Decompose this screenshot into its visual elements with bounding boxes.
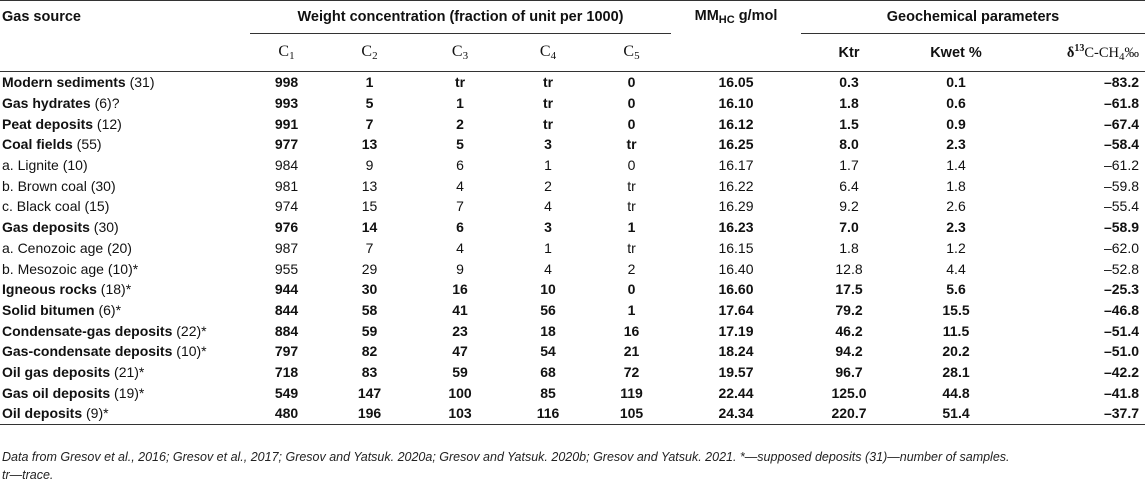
cell-c5: 1 [627, 301, 636, 318]
cell-c2: 13 [361, 177, 378, 194]
header-c5: $C_5$ [592, 34, 671, 72]
mm-suffix: g/mol [734, 8, 778, 25]
cell-mm: 16.15 [718, 239, 754, 256]
source-name: Gas oil deposits [2, 384, 111, 401]
cell-gas-source [0, 362, 250, 383]
source-name: Igneous rocks [2, 281, 97, 298]
cell-mm: 16.05 [718, 74, 754, 91]
cell-c3: 59 [452, 363, 468, 380]
table-row [0, 238, 1145, 259]
table-row [0, 113, 1145, 134]
source-name: b. Mesozoic age (10)* [2, 260, 139, 277]
cell-mm: 16.40 [718, 260, 754, 277]
source-name: c. Black coal (15) [2, 198, 110, 215]
cell-c2: 82 [361, 343, 378, 360]
cell-gas-source [0, 196, 250, 217]
table-row [0, 403, 1145, 424]
cell-kwet: 0.6 [946, 95, 966, 112]
source-name: a. Lignite (10) [2, 157, 88, 174]
cell-gas-source [0, 279, 250, 300]
mm-prefix: MM [694, 8, 719, 25]
cell-ktr: 8.0 [839, 136, 859, 153]
source-sample-count: (55) [72, 136, 102, 153]
cell-c4: 116 [504, 403, 592, 424]
cell-mm: 17.19 [718, 322, 754, 339]
header-kwet: Kwet % [897, 34, 1015, 72]
cell-c3: 5 [456, 136, 464, 153]
cell-ktr: 96.7 [835, 363, 863, 380]
cell-kwet: 20.2 [942, 343, 970, 360]
cell-ktr: 1.8 [839, 239, 859, 256]
cell-c2: 59 [361, 322, 378, 339]
cell-ktr: 94.2 [835, 343, 863, 360]
cell-c4: 85 [540, 384, 556, 401]
source-name: Condensate-gas deposits [2, 322, 173, 339]
cell-c1: 549 [274, 384, 299, 401]
cell-c1: 974 [274, 198, 299, 215]
cell-c4: 56 [540, 301, 556, 318]
cell-delta: –61.8 [1103, 95, 1140, 112]
header-c2: $C_2$ [323, 34, 416, 72]
cell-ktr: 0.3 [839, 74, 859, 91]
table-row [0, 258, 1145, 279]
cell-c5: tr [627, 198, 636, 215]
cell-c3: 103 [416, 403, 504, 424]
cell-mm: 16.60 [718, 281, 754, 298]
cell-kwet: 1.4 [946, 157, 966, 174]
cell-kwet: 2.3 [946, 219, 966, 236]
cell-c2: 30 [361, 281, 378, 298]
cell-delta: –67.4 [1103, 115, 1140, 132]
cell-mm: 24.34 [671, 403, 801, 424]
cell-c5: 21 [623, 343, 640, 360]
cell-c2: 14 [361, 219, 378, 236]
header-c3: $C_3$ [416, 34, 504, 72]
cell-c5: 1 [627, 219, 636, 236]
header-molar-mass [671, 1, 801, 34]
cell-c4: 1 [544, 157, 552, 174]
cell-gas-source [0, 382, 250, 403]
cell-kwet: 0.9 [946, 115, 966, 132]
cell-c3: 23 [452, 322, 468, 339]
cell-c2: 7 [365, 239, 374, 256]
header-delta-13c: $\delta^{13}C-CH_4‰$ [1015, 34, 1145, 72]
cell-delta: –46.8 [1103, 301, 1140, 318]
cell-ktr: 7.0 [839, 219, 859, 236]
cell-delta: –51.4 [1103, 322, 1140, 339]
cell-kwet: 5.6 [946, 281, 966, 298]
cell-c1: 844 [274, 301, 299, 318]
cell-c1: 718 [274, 363, 299, 380]
cell-delta: –42.2 [1103, 363, 1140, 380]
cell-c1: 998 [274, 74, 299, 91]
cell-c2: 29 [361, 260, 378, 277]
cell-c1: 955 [274, 260, 299, 277]
cell-gas-source [0, 403, 250, 424]
cell-gas-source [0, 258, 250, 279]
cell-c3: 16 [452, 281, 468, 298]
source-sample-count: (22)* [172, 322, 207, 339]
cell-gas-source [0, 134, 250, 155]
cell-ktr: 17.5 [835, 281, 863, 298]
cell-kwet: 1.8 [946, 177, 966, 194]
cell-kwet: 2.6 [946, 198, 966, 215]
cell-mm: 16.10 [718, 95, 754, 112]
cell-c2: 83 [361, 363, 378, 380]
cell-kwet: 2.3 [946, 136, 966, 153]
cell-c5: 0 [627, 95, 636, 112]
cell-kwet: 15.5 [942, 301, 970, 318]
table-row [0, 72, 1145, 93]
cell-c2: 196 [323, 403, 416, 424]
cell-delta: –52.8 [1103, 260, 1140, 277]
table-row [0, 362, 1145, 383]
mm-sub: HC [718, 14, 735, 27]
cell-c3: 6 [456, 157, 464, 174]
cell-c4: 2 [544, 177, 552, 194]
cell-mm: 19.57 [718, 363, 754, 380]
cell-delta: –41.8 [1103, 384, 1140, 401]
cell-delta: –58.4 [1103, 136, 1140, 153]
table-row [0, 134, 1145, 155]
cell-c5: tr [627, 177, 636, 194]
cell-c3: 9 [456, 260, 464, 277]
cell-c4: tr [542, 95, 554, 112]
cell-delta: –37.7 [1015, 403, 1145, 424]
cell-c4: 18 [540, 322, 556, 339]
cell-c3: 6 [456, 219, 464, 236]
cell-delta: –25.3 [1103, 281, 1140, 298]
footnote-line-1: Data from Gresov et al., 2016; Gresov et al., 2017; Gresov and Yatsuk. 2020a; Gresov and Yatsuk. 2020b; Gresov and Yatsuk. 2021. *—supposed deposits (31)—number of samples. [2, 450, 1010, 464]
cell-c1: 991 [274, 115, 299, 132]
table-row [0, 279, 1145, 300]
cell-mm: 16.17 [718, 157, 754, 174]
cell-gas-source [0, 217, 250, 238]
cell-c3: 4 [456, 239, 464, 256]
source-sample-count: (9)* [82, 405, 109, 422]
cell-ktr: 1.8 [839, 95, 859, 112]
cell-c5: 2 [627, 260, 636, 277]
cell-c4: tr [542, 74, 554, 91]
source-name: Oil deposits [2, 405, 83, 422]
cell-c3: 100 [448, 384, 472, 401]
source-name: Gas deposits [2, 219, 90, 236]
cell-delta: –62.0 [1103, 239, 1140, 256]
header-c1: $C_1$ [250, 34, 323, 72]
cell-gas-source [0, 175, 250, 196]
source-sample-count: (19)* [110, 384, 145, 401]
cell-mm: 16.25 [718, 136, 754, 153]
cell-c4: tr [542, 115, 554, 132]
cell-delta: –61.2 [1103, 157, 1140, 174]
cell-c5: 105 [592, 403, 671, 424]
cell-c4: 68 [540, 363, 556, 380]
cell-c3: tr [454, 74, 466, 91]
cell-delta: –51.0 [1103, 343, 1140, 360]
header-weight-concentration: Weight concentration (fraction of unit per 1000) [250, 1, 671, 34]
cell-delta: –58.9 [1103, 219, 1140, 236]
cell-c3: 47 [452, 343, 468, 360]
table-body [0, 72, 1145, 425]
cell-gas-source [0, 113, 250, 134]
cell-c1: 981 [274, 177, 299, 194]
source-name: Oil gas deposits [2, 363, 111, 380]
header-ktr: Ktr [801, 34, 897, 72]
cell-delta: –59.8 [1103, 177, 1140, 194]
source-sample-count: (12) [93, 115, 122, 132]
cell-c3: 2 [456, 115, 464, 132]
source-sample-count: (30) [89, 219, 119, 236]
header-c4: $C_4$ [504, 34, 592, 72]
cell-c1: 987 [274, 239, 299, 256]
cell-c4: 4 [544, 260, 552, 277]
source-name: Coal fields [2, 136, 73, 153]
cell-c2: 58 [361, 301, 378, 318]
source-sample-count: (6)* [94, 301, 122, 318]
table-row [0, 155, 1145, 176]
cell-kwet: 0.1 [946, 74, 966, 91]
source-name: Modern sediments [2, 74, 126, 91]
cell-mm: 17.64 [718, 301, 754, 318]
cell-c4: 4 [544, 198, 552, 215]
cell-ktr: 9.2 [839, 198, 859, 215]
table-row [0, 341, 1145, 362]
cell-c2: 1 [365, 74, 374, 91]
cell-ktr: 1.5 [839, 115, 859, 132]
cell-kwet: 4.4 [946, 260, 966, 277]
cell-c4: 1 [544, 239, 552, 256]
cell-mm: 18.24 [718, 343, 754, 360]
cell-kwet: 28.1 [942, 363, 970, 380]
cell-kwet: 11.5 [942, 322, 970, 339]
cell-c3: 7 [456, 198, 464, 215]
cell-c1: 797 [274, 343, 299, 360]
source-name: Gas-condensate deposits [2, 343, 173, 360]
cell-c1: 944 [274, 281, 299, 298]
cell-c5: 0 [627, 74, 636, 91]
header-gas-source: Gas source [0, 1, 250, 34]
cell-ktr: 79.2 [835, 301, 863, 318]
cell-mm: 16.23 [718, 219, 754, 236]
table-row [0, 320, 1145, 341]
cell-ktr: 6.4 [839, 177, 859, 194]
cell-c1: 480 [250, 403, 323, 424]
cell-ktr: 12.8 [835, 260, 863, 277]
cell-delta: –83.2 [1103, 74, 1140, 91]
source-sample-count: (10)* [172, 343, 207, 360]
cell-c5: tr [627, 239, 636, 256]
source-sample-count: (6)? [90, 95, 120, 112]
cell-c2: 7 [365, 115, 374, 132]
cell-mm: 16.29 [718, 198, 754, 215]
cell-c1: 993 [274, 95, 299, 112]
cell-c1: 977 [274, 136, 299, 153]
cell-ktr: 46.2 [835, 322, 863, 339]
cell-c5: 119 [620, 384, 643, 401]
source-name: Gas hydrates [2, 95, 91, 112]
cell-c4: 3 [544, 136, 552, 153]
cell-gas-source [0, 72, 250, 93]
table-row [0, 300, 1145, 321]
cell-c2: 147 [357, 384, 382, 401]
source-sample-count: (18)* [96, 281, 132, 298]
cell-ktr: 125.0 [831, 384, 867, 401]
cell-gas-source [0, 93, 250, 114]
footnote-line-2: tr—trace. [2, 468, 54, 482]
header-blank-source [0, 34, 250, 72]
table-row [0, 382, 1145, 403]
cell-delta: –55.4 [1103, 198, 1140, 215]
source-sample-count: (31) [125, 74, 155, 91]
source-name: b. Brown coal (30) [2, 177, 116, 194]
cell-gas-source [0, 341, 250, 362]
table-footnote [2, 448, 1142, 484]
cell-ktr: 220.7 [801, 403, 897, 424]
cell-ktr: 1.7 [839, 157, 859, 174]
cell-c5: tr [626, 136, 637, 153]
cell-c1: 884 [274, 322, 299, 339]
cell-c5: 0 [627, 115, 636, 132]
cell-c3: 4 [456, 177, 464, 194]
cell-c2: 5 [365, 95, 374, 112]
header-blank-mm [671, 34, 801, 72]
source-name: Peat deposits [2, 115, 94, 132]
cell-kwet: 51.4 [897, 403, 1015, 424]
cell-c5: 72 [623, 363, 640, 380]
cell-c3: 41 [452, 301, 468, 318]
table-row [0, 93, 1145, 114]
cell-gas-source [0, 300, 250, 321]
source-sample-count: (21)* [110, 363, 145, 380]
source-name: a. Cenozoic age (20) [2, 239, 132, 256]
cell-c4: 10 [540, 281, 556, 298]
cell-c2: 13 [361, 136, 378, 153]
cell-c1: 976 [274, 219, 299, 236]
cell-c1: 984 [274, 157, 299, 174]
cell-gas-source [0, 155, 250, 176]
cell-gas-source [0, 320, 250, 341]
cell-mm: 16.22 [718, 177, 754, 194]
cell-c4: 3 [544, 219, 552, 236]
table-row [0, 175, 1145, 196]
cell-gas-source [0, 238, 250, 259]
cell-c2: 15 [361, 198, 378, 215]
cell-c5: 0 [627, 281, 636, 298]
cell-kwet: 1.2 [946, 239, 966, 256]
header-geochemical-parameters: Geochemical parameters [801, 1, 1145, 34]
cell-c2: 9 [365, 157, 374, 174]
cell-c5: 0 [627, 157, 636, 174]
cell-mm: 16.12 [718, 115, 754, 132]
cell-kwet: 44.8 [942, 384, 970, 401]
cell-c3: 1 [456, 95, 464, 112]
cell-c4: 54 [540, 343, 556, 360]
cell-mm: 22.44 [718, 384, 754, 401]
table-row [0, 217, 1145, 238]
table-row [0, 196, 1145, 217]
source-name: Solid bitumen [2, 301, 95, 318]
cell-c5: 16 [623, 322, 640, 339]
